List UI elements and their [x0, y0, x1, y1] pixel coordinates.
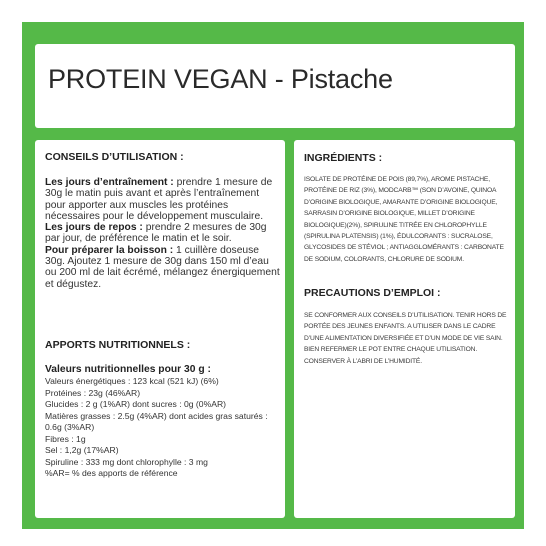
nutrition-line: %AR= % des apports de référence — [45, 468, 178, 479]
nutrition-subheading: Valeurs nutritionnelles pour 30 g : — [45, 364, 211, 375]
nutrition-line: Spiruline : 333 mg dont chlorophylle : 3 mg — [45, 456, 208, 467]
ingredients-precautions-panel — [294, 140, 515, 518]
nutrition-line: Protéines : 23g (46%AR) — [45, 387, 141, 398]
rest-paragraph — [45, 222, 281, 245]
nutrition-heading: APPORTS NUTRITIONNELS : — [45, 339, 191, 351]
nutrition-line: Fibres : 1g — [45, 433, 86, 444]
prepare-text: 1 cuillère doseuse 30g. Ajoutez 1 mesure de 30g dans 150 ml d’eau ou 200 ml de lait écrémé, mélangez énergiquement et dégustez. — [45, 244, 280, 290]
precautions-heading: PRECAUTIONS D’EMPLOI : — [304, 287, 441, 299]
usage-heading: CONSEILS D’UTILISATION : — [45, 151, 184, 163]
nutrition-table — [45, 364, 283, 480]
training-paragraph — [45, 177, 281, 222]
nutrition-line: Sel : 1,2g (17%AR) — [45, 445, 119, 456]
usage-nutrition-panel — [35, 140, 285, 518]
title-panel — [35, 44, 515, 128]
ingredients-heading: INGRÉDIENTS : — [304, 152, 383, 164]
product-title: PROTEIN VEGAN - Pistache — [48, 64, 393, 94]
nutrition-line: Valeurs énergétiques : 123 kcal (521 kJ) (6%) — [45, 376, 219, 386]
ingredients-text: ISOLATE DE PROTÉINE DE POIS (89,7%), AROME PISTACHE, PROTÉINE DE RIZ (3%), MODCARB™ (SON D’AVOINE, QUINOA D’ORIGINE BIOLOGIQUE, AMARANTE D’ORIGINE BIOLOGIQUE, SARRASIN D’ORIGINE BIOLOGIQUE, MILLET D’ORIGINE BIOLOGIQUE)(2%), SPIRULINE TITRÉE EN CHLOROPHYLLE (SPIRULINA PLATENSIS) (1%), ÉDULCORANTS : SUCRALOSE, GLYCOSIDES DE STÉVIOL ; ANTIAGGLOMÉRANTS : CARBONATE DE SODIUM, COLORANTS, CHLORURE DE SODIUM. — [304, 176, 504, 263]
rest-label: Les jours de repos : — [45, 222, 143, 234]
prepare-label: Pour préparer la boisson : — [45, 244, 174, 256]
rest-text: prendre 2 mesures de 30g par jour, de préférence le matin et le soir. — [45, 222, 267, 245]
prepare-paragraph — [45, 245, 281, 290]
training-text: prendre 1 mesure de 30g le matin puis avant et après l’entraînement pour apporter aux muscles les protéines nécessaires pour le développement musculaire. — [45, 177, 273, 222]
nutrition-line: Matières grasses : 2.5g (4%AR) dont acides gras saturés : — [45, 410, 268, 421]
usage-instructions — [45, 177, 281, 290]
training-label: Les jours d’entraînement : — [45, 177, 174, 188]
nutrition-line: 0.6g (3%AR) — [45, 422, 95, 433]
nutrition-line: Glucides : 2 g (1%AR) dont sucres : 0g (0%AR) — [45, 399, 227, 410]
precautions-text: SE CONFORMER AUX CONSEILS D’UTILISATION. TENIR HORS DE PORTÉE DES JEUNES ENFANTS. A UTILISER DANS LE CADRE D’UNE ALIMENTATION DIVERSIFIÉE ET D’UN MODE DE VIE SAIN. BIEN REFERMER LE POT ENTRE CHAQUE UTILISATION. CONSERVER À L’ABRI DE L’HUMIDITÉ. — [304, 312, 507, 365]
